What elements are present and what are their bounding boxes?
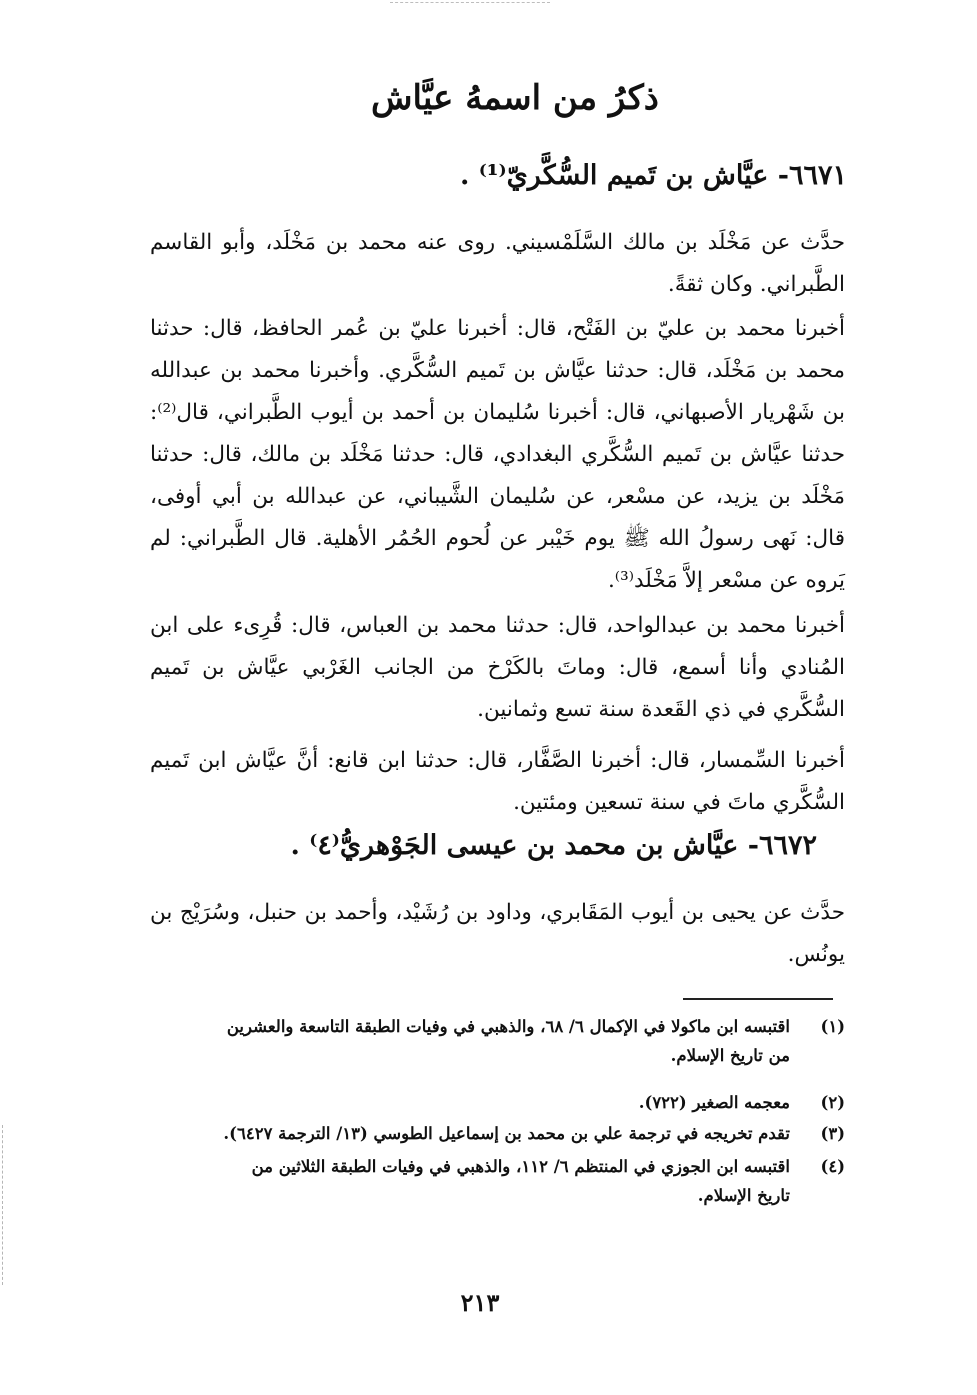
footnote-continuation: تاريخ الإسلام. (697, 1186, 790, 1205)
footnote-text: معجمه الصغير (٧٢٢). (638, 1093, 790, 1112)
scan-artifact-top (390, 2, 550, 7)
footnote (150, 1152, 845, 1210)
entry-heading-6671: ٦٦٧١- عيَّاش بن تَميم السُّكَّريّ⁽¹⁾ . (459, 160, 847, 191)
footnote-text: تقدم تخريجه في ترجمة علي بن محمد بن إسماعيل الطوسي (١٣/ الترجمة ٦٤٢٧). (223, 1124, 790, 1143)
footnote (150, 1119, 845, 1148)
footnote-text: اقتبسه ابن الجوزي في المنتظم ٦/ ١١٢، والذهبي في وفيات الطبقة الثلاثين من (251, 1157, 790, 1176)
footnote (150, 1088, 845, 1117)
footnote-number: (٣) (820, 1124, 845, 1143)
footnote-number: (٢) (820, 1093, 845, 1112)
entry-heading-6672: ٦٦٧٢- عيَّاش بن محمد بن عيسى الجَوْهريُّ⁽٤⁾ . (290, 830, 817, 861)
footnote-text: اقتبسه ابن ماكولا في الإكمال ٦/ ٦٨، والذهبي في وفيات الطبقة التاسعة والعشرين (226, 1017, 790, 1036)
entry-paragraph: أخبرنا السِّمسار، قال: أخبرنا الصَّفَّار، قال: حدثنا ابن قانع: أنَّ عيَّاش ابن تَميم السُّكَّري ماتَ في سنة تسعين ومئتين. (150, 748, 845, 815)
footnote (150, 1012, 845, 1070)
page-number: ٢١٣ (460, 1288, 500, 1317)
footnote-number: (٤) (820, 1157, 845, 1176)
scan-artifact-side (2, 1125, 6, 1285)
section-heading: ذكرُ من اسمهُ عيَّاش (371, 78, 659, 118)
footnote-number: (١) (820, 1017, 845, 1036)
footnote-rule (683, 998, 833, 1000)
entry-paragraph: حدَّث عن يحيى بن أيوب المَقَابري، وداود بن رُشَيْد، وأحمد بن حنبل، وسُرَيْج بن يونُس. (150, 900, 845, 967)
entry-paragraph: أخبرنا محمد بن عليّ بن الفَتْح، قال: أخبرنا عليّ بن عُمر الحافظ، قال: حدثنا محمد بن مَخْلَد، قال: حدثنا عيَّاش بن تَميم السُّكَّري. وأخبرنا محمد بن عبدالله بن شَهْريار الأصبهاني، قال: أخبرنا سُليمان بن أحمد بن أيوب الطَّبراني، قال⁽²⁾: حدثنا عيَّاش بن تَميم السُّكَّري البغدادي، قال: حدثنا مَخْلَد بن مالك، قال: حدثنا مَخْلَد بن يزيد، عن مسْعر، عن سُليمان الشَّيباني، عن عبدالله بن أبي أوفى، قال: نَهى رسولُ الله ﷺ يوم خَيْبر عن لُحوم الحُمُر الأهلية. قال الطَّبراني: لم يَروه عن مسْعر إلاَّ مَخْلَد⁽³⁾. (150, 316, 845, 593)
entry-paragraph: حدَّث عن مَخْلَد بن مالك السَّلَمْسيني. روى عنه محمد بن مَخْلَد، وأبو القاسم الطَّبراني. وكان ثقةً. (150, 230, 845, 297)
entry-paragraph: أخبرنا محمد بن عبدالواحد، قال: حدثنا محمد بن العباس، قال: قُرِىء على ابن المُنادي وأنا أسمع، قال: وماتَ بالكَرْخ من الجانب الغَرْبي عيَّاش بن تَميم السُّكَّري في ذي القَعدة سنة تسع وثمانين. (150, 613, 845, 722)
footnote-continuation: من تاريخ الإسلام. (670, 1046, 790, 1065)
